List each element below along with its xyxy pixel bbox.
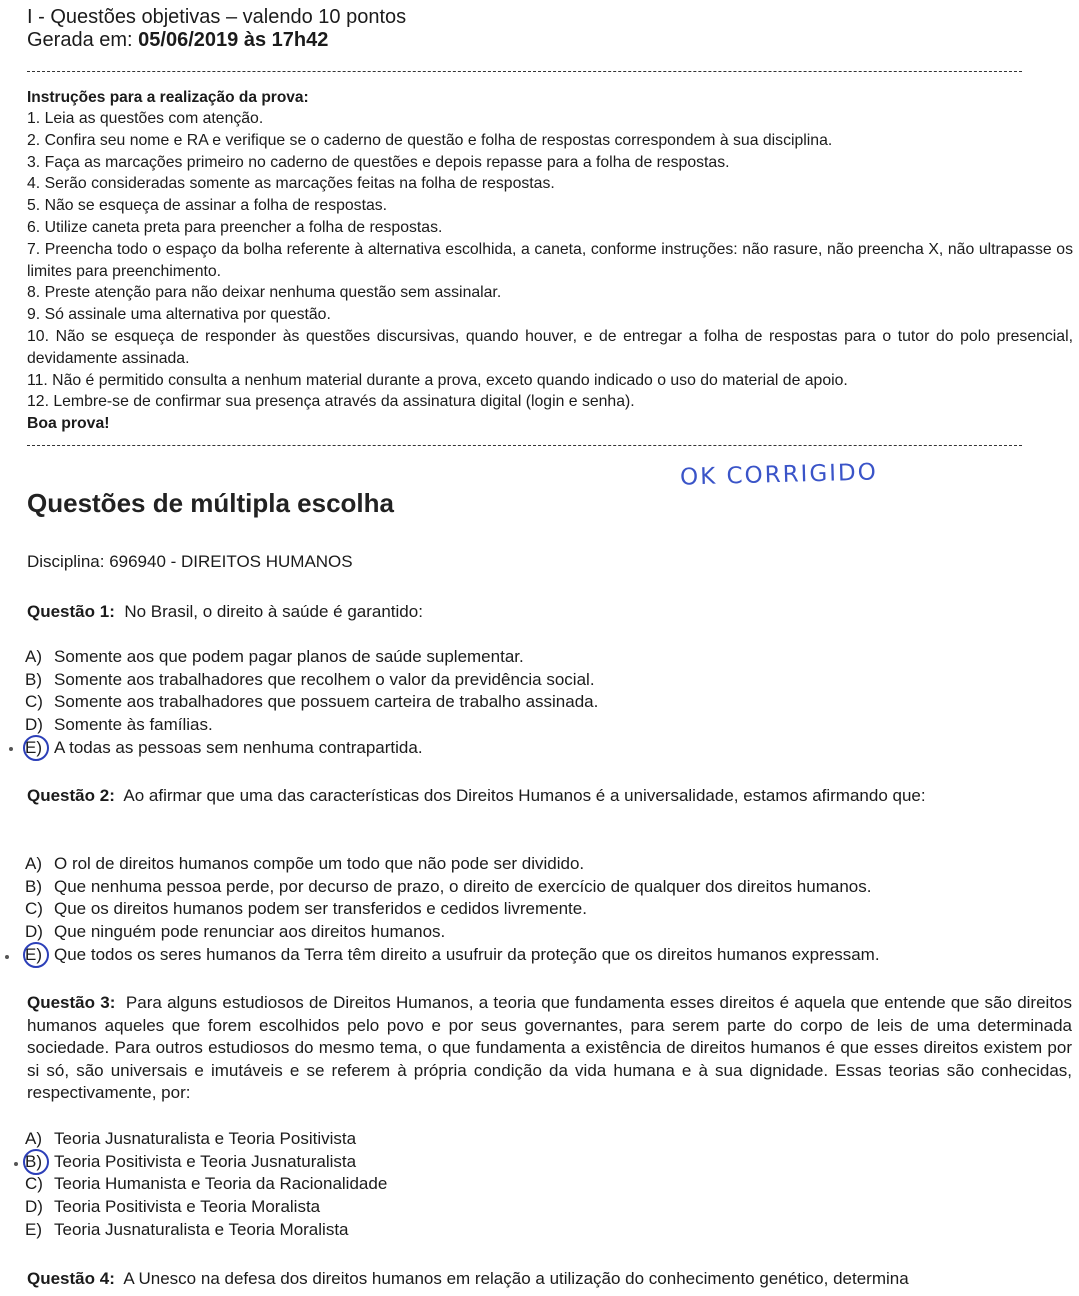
question-text: A Unesco na defesa dos direitos humanos em relação a utilização do conhecimento genético, determina	[123, 1269, 909, 1288]
instruction-item: 11. Não é permitido consulta a nenhum material durante a prova, exceto quando indicado o uso do material de apoio.	[27, 371, 848, 389]
question-label: Questão 1:	[27, 602, 115, 621]
question-2-alternatives	[25, 853, 880, 967]
alternative: D) Que ninguém pode renunciar aos direitos humanos.	[25, 922, 446, 942]
alternative: D) Somente às famílias.	[25, 715, 213, 735]
generated-date: Gerada em: 05/06/2019 às 17h42	[27, 29, 329, 51]
instruction-item: 6. Utilize caneta preta para preencher a folha de respostas.	[27, 218, 443, 236]
question-text: Ao afirmar que uma das características dos Direitos Humanos é a universalidade, estamos afirmando que:	[123, 786, 926, 805]
alternative-marked: B) Teoria Positivista e Teoria Jusnaturalista	[25, 1151, 387, 1174]
question-1	[27, 601, 1072, 624]
question-4	[27, 1268, 1072, 1291]
answer-circle-mark	[23, 1149, 49, 1175]
question-text: Para alguns estudiosos de Direitos Humanos, a teoria que fundamenta esses direitos é aquela que entende que são direitos humanos aqueles que forem escolhidos pelo povo e por seus governantes, para serem parte do corpo de leis de uma determinada sociedade. Para outros estudiosos do mesmo tema, o que fundamenta a existência de direitos humanos é que esses direitos existem por si só, são universais e imutáveis e se referem à própria condição da vida humana e à sua dignidade. Essas teorias são conhecidas, respectivamente, por:	[27, 993, 1072, 1102]
alternative: B) Que nenhuma pessoa perde, por decurso de prazo, o direito de exercício de qualquer dos direitos humanos.	[25, 876, 872, 896]
alternative: B) Somente aos trabalhadores que recolhem o valor da previdência social.	[25, 669, 595, 689]
answer-circle-mark	[23, 735, 49, 761]
alternative: C) Teoria Humanista e Teoria da Racionalidade	[25, 1174, 388, 1194]
answer-circle-mark	[23, 942, 49, 968]
instruction-item: 5. Não se esqueça de assinar a folha de respostas.	[27, 197, 388, 215]
instruction-item: 8. Preste atenção para não deixar nenhuma questão sem assinalar.	[27, 284, 502, 302]
exam-header	[27, 6, 406, 52]
pen-dot	[14, 1162, 18, 1166]
instruction-item: 1. Leia as questões com atenção.	[27, 110, 264, 127]
alternative-marked: E) A todas as pessoas sem nenhuma contrapartida.	[25, 737, 598, 760]
instruction-item: 12. Lembre-se de confirmar sua presença através da assinatura digital (login e senha).	[27, 393, 635, 411]
instructions-title: Instruções para a realização da prova:	[27, 89, 309, 106]
alternative: E) Teoria Jusnaturalista e Teoria Moralista	[25, 1219, 349, 1239]
handwritten-annotation: OK CORRIGIDO	[679, 459, 879, 491]
divider-top	[27, 71, 1022, 72]
question-label: Questão 4:	[27, 1269, 115, 1288]
section-title: Questões de múltipla escolha	[27, 488, 394, 518]
alternative: A) Teoria Jusnaturalista e Teoria Positivista	[25, 1129, 357, 1148]
question-3-alternatives	[25, 1128, 387, 1242]
question-3	[27, 992, 1072, 1105]
pen-dot	[5, 955, 9, 959]
question-text: No Brasil, o direito à saúde é garantido:	[124, 602, 423, 621]
instruction-item: 9. Só assinale uma alternativa por questão.	[27, 306, 331, 324]
question-1-alternatives	[25, 646, 598, 760]
closing-text: Boa prova!	[27, 415, 110, 433]
question-2	[27, 785, 1072, 808]
divider-bottom	[27, 445, 1022, 446]
instruction-item: 4. Serão consideradas somente as marcações feitas na folha de respostas.	[27, 175, 555, 193]
discipline-label: Disciplina: 696940 - DIREITOS HUMANOS	[27, 552, 353, 571]
instruction-item: 2. Confira seu nome e RA e verifique se o caderno de questão e folha de respostas correspondem à sua disciplina.	[27, 131, 833, 149]
instruction-item: 10. Não se esqueça de responder às questões discursivas, quando houver, e de entregar a folha de respostas para o tutor do polo presencial, devidamente assinada.	[27, 327, 1073, 367]
exam-subtitle: I - Questões objetivas – valendo 10 pontos	[27, 6, 407, 28]
alternative: A) O rol de direitos humanos compõe um todo que não pode ser dividido.	[25, 854, 585, 873]
pen-dot	[9, 747, 13, 751]
alternative: A) Somente aos que podem pagar planos de saúde suplementar.	[25, 647, 524, 666]
question-label: Questão 3:	[27, 993, 116, 1012]
alternative: C) Somente aos trabalhadores que possuem carteira de trabalho assinada.	[25, 692, 599, 712]
instruction-item: 7. Preencha todo o espaço da bolha referente à alternativa escolhida, a caneta, conforme instruções: não rasure, não preencha X, não ultrapasse os limites para preenchimento.	[27, 240, 1073, 280]
question-label: Questão 2:	[27, 786, 115, 805]
alternative: D) Teoria Positivista e Teoria Moralista	[25, 1197, 321, 1217]
alternative-marked: E) Que todos os seres humanos da Terra têm direito a usufruir da proteção que os direitos humanos expressam.	[25, 944, 880, 967]
instructions-list	[27, 108, 1073, 435]
instruction-item: 3. Faça as marcações primeiro no caderno de questões e depois repasse para a folha de respostas.	[27, 153, 730, 171]
alternative: C) Que os direitos humanos podem ser transferidos e cedidos livremente.	[25, 899, 587, 919]
